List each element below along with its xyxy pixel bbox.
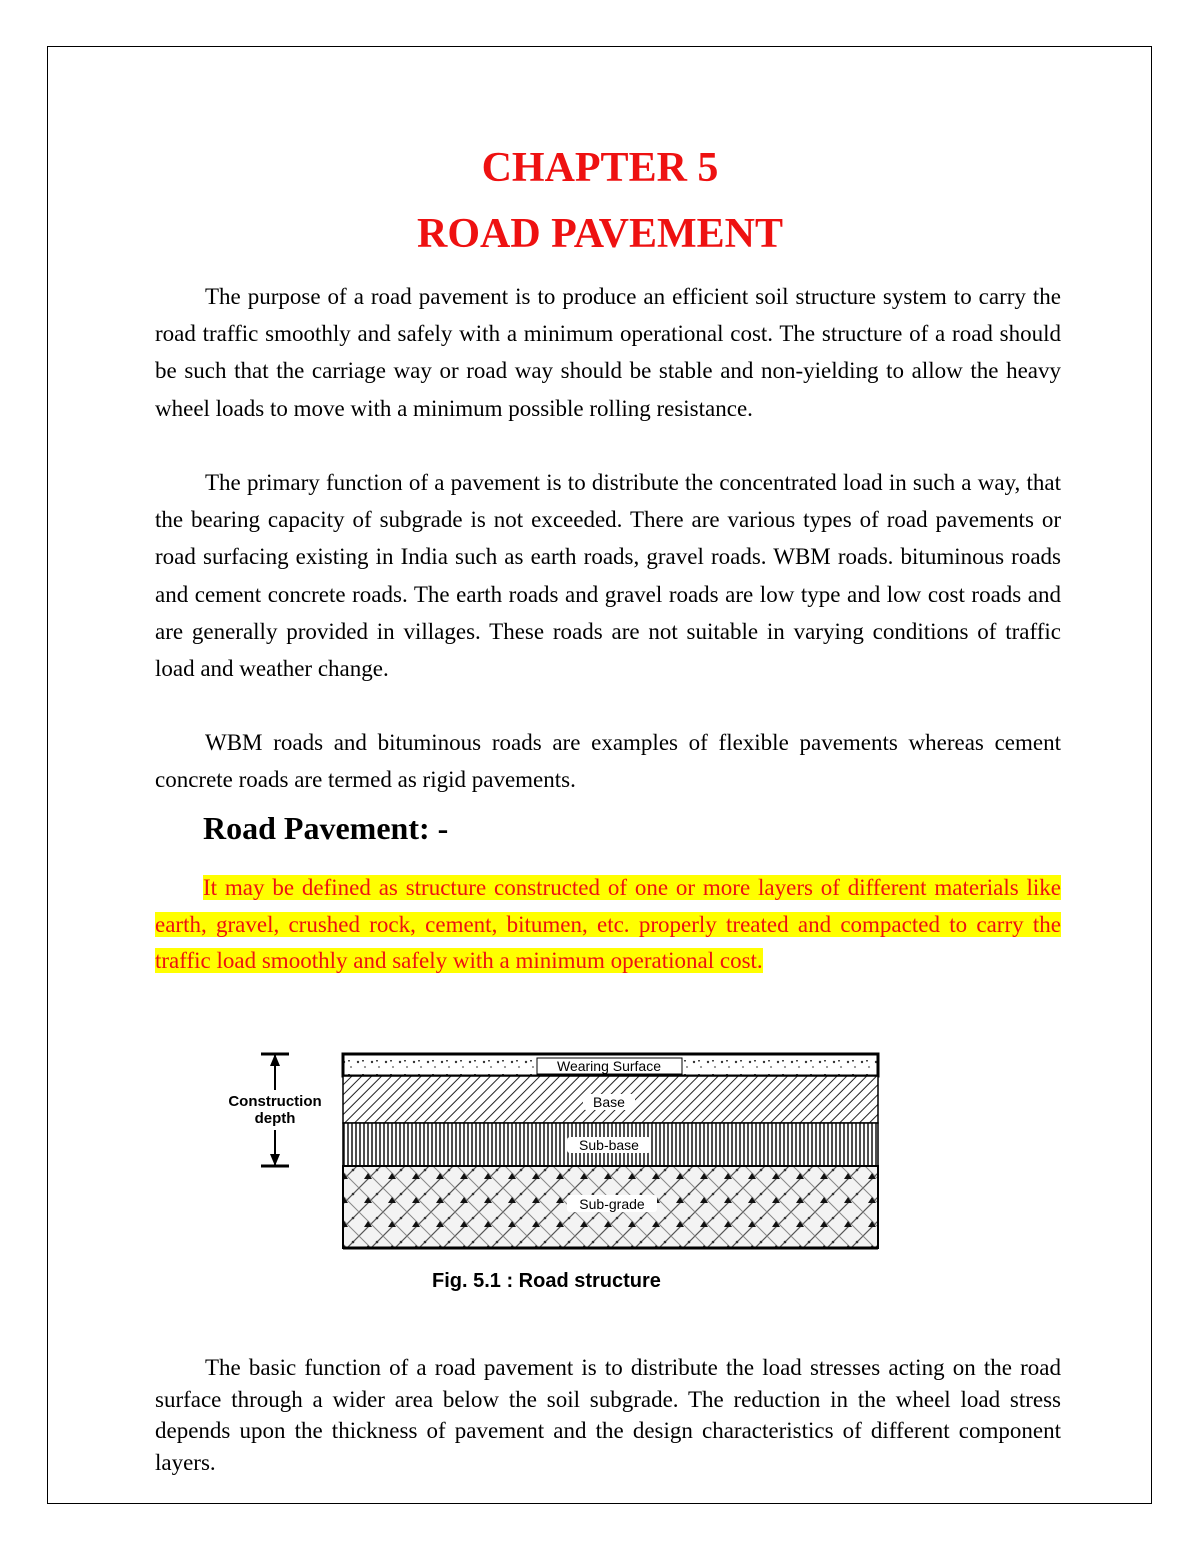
paragraph-pavement-types: WBM roads and bituminous roads are examples of flexible pavements whereas cement concrete roads are termed as rigid pavements. [155,730,1061,793]
paragraph-purpose: The purpose of a road pavement is to produce an efficient soil structure system to carry the road traffic smoothly and safely with a minimum operational cost. The structure of a road should be such that the carriage way or road way should be stable and non-yielding to allow the heavy wheel loads to move with a minimum possible rolling resistance. [155,284,1061,421]
section-heading: Road Pavement: - [203,810,449,846]
figure-caption: Fig. 5.1 : Road structure [432,1270,661,1292]
subbase-label: Sub-base [579,1137,639,1153]
subgrade-label: Sub-grade [579,1196,645,1212]
definition-highlight: It may be defined as structure constructed of one or more layers of different materials like earth, gravel, crushed rock, cement, bitumen, etc. properly treated and compacted to carry the traffic load smoothly and safely with a minimum operational cost. [155,875,1061,973]
paragraph-primary-function: The primary function of a pavement is to distribute the concentrated load in such a way, that the bearing capacity of subgrade is not exceeded. There are various types of road pavements or road surfacing existing in India such as earth roads, gravel roads. WBM roads. bituminous roads and cement concrete roads. The earth roads and gravel roads are low type and low cost roads and are generally provided in villages. These roads are not suitable in varying conditions of traffic load and weather change. [155,470,1061,682]
wearing-surface-label: Wearing Surface [556,1058,662,1074]
paragraph-basic-function: The basic function of a road pavement is to distribute the load stresses acting on the road surface through a wider area below the soil subgrade. The reduction in the wheel load stress depends upon the thickness of pavement and the design characteristics of different component layers. [155,1355,1061,1475]
definition-paragraph [155,870,1061,980]
road-structure-figure [215,1044,885,1304]
depth-arrow-up-head [270,1054,280,1066]
construction-label: Construction [228,1093,322,1110]
depth-arrow-down-head [270,1154,280,1166]
base-label: Base [593,1094,625,1110]
chapter-number: CHAPTER 5 [481,145,719,191]
depth-label: depth [254,1110,296,1127]
chapter-title: ROAD PAVEMENT [417,211,783,257]
